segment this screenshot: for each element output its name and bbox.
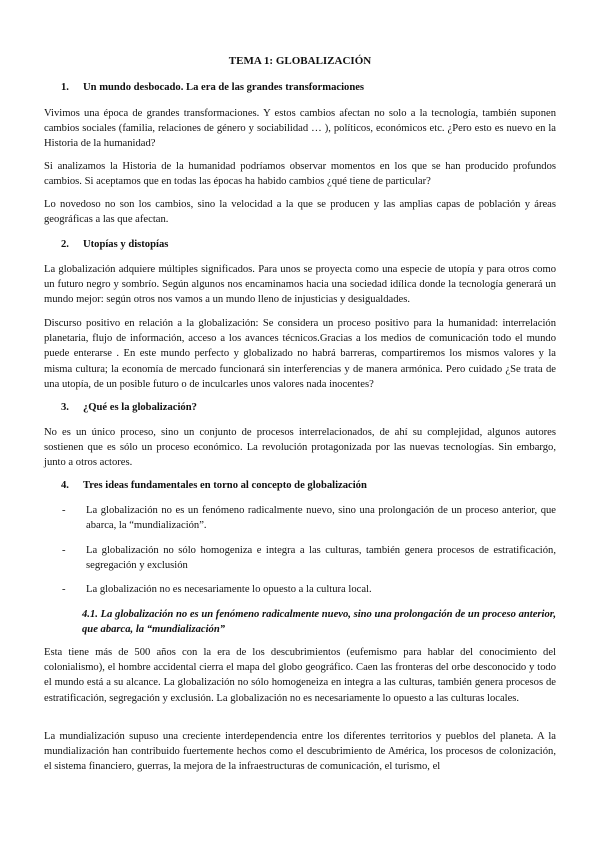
section-heading-text: ¿Qué es la globalización? (83, 402, 197, 413)
list-item (62, 582, 556, 597)
section-heading-4 (61, 478, 367, 493)
paragraph: No es un único proceso, sino un conjunto de procesos interrelacionados, de ahí su complejidad, algunos autores sostienen que es sólo un proceso económico. La revolución protagonizada por las nuevas tecnologías. Sin embargo, junto a otros actores. (44, 427, 556, 469)
section-number: 2. (61, 239, 69, 250)
section-heading-text: Tres ideas fundamentales en torno al concepto de globalización (83, 480, 367, 491)
paragraph: Vivimos una época de grandes transformaciones. Y estos cambios afectan no solo a la tecnología, también suponen cambios sociales (familia, relaciones de género y sociabilidad … ), políticos, económicos etc. ¿Pero esto es nuevo en la Historia de la humanidad? (44, 108, 556, 150)
list-item (62, 503, 556, 533)
section-number: 1. (61, 82, 69, 93)
paragraph: Esta tiene más de 500 años con la era de los descubrimientos (eufemismo para hablar del conocimiento del colonialismo), el hombre accidental cierra el mapa del globo geográfico. Caen las fronteras del orbe desconocido y todo el mundo está a su alcance. La globalización no sólo homogeneiza en integra a las culturas, también genera procesos de estratificación, segregación y exclusión. La globalización no es necesariamente lo opuesto a las culturas locales. (44, 647, 556, 704)
subsection-heading: 4.1. La globalización no es un fenómeno radicalmente nuevo, sino una prolongación de un proceso anterior, que abarca, la “mundialización” (82, 609, 556, 636)
list-dash: - (62, 584, 66, 595)
section-heading-2 (61, 237, 168, 252)
section-number: 3. (61, 402, 69, 413)
list-item-text: La globalización no sólo homogeniza e integra a las culturas, también genera procesos de estratificación, segregación y exclusión (86, 545, 556, 572)
paragraph: La mundialización supuso una creciente interdependencia entre los diferentes territorios y pueblos del planeta. A la mundialización han contribuido fuertemente hechos como el descubrimiento de América, los procesos de colonización, el sistema financiero, guerras, la mejora de la infraestructuras de comunicación, el turismo, el (44, 731, 556, 773)
list-dash: - (62, 505, 66, 516)
paragraph: La globalización adquiere múltiples significados. Para unos se proyecta como una especie de utopía y para otros como un futuro negro y sombrío. Según algunos nos encaminamos hacia una sociedad idílica donde la tecnología generará un mundo mejor: según otros nos vamos a un mundo lleno de injusticias y desigualdades. (44, 264, 556, 306)
list-item (62, 543, 556, 573)
paragraph: Discurso positivo en relación a la globalización: Se considera un proceso positivo para la humanidad: interrelación planetaria, flujo de información, acceso a los avances técnicos.Gracias a los medios de comunicación todo el mundo puede enterarse . En este mundo perfecto y globalizado no habrá barreras, compartiremos los mismos valores y la misma cultura; la economía de mercado funcionará sin interferencias y de manera armónica. Pero cuidado ¿Se trata de una utopía, de un posible futuro o de inculcarles unos valores nada inocentes? (44, 318, 556, 390)
section-heading-text: Utopías y distopías (83, 239, 169, 250)
section-heading-text: Un mundo desbocado. La era de las grandes transformaciones (83, 82, 365, 93)
document-title: TEMA 1: GLOBALIZACIÓN (228, 55, 372, 67)
paragraph: Lo novedoso no son los cambios, sino la velocidad a la que se producen y las amplias capas de población y áreas geográficas a las que afectan. (44, 199, 556, 226)
list-item-text: La globalización no es un fenómeno radicalmente nuevo, sino una prolongación de un proceso anterior, que abarca, la “mundialización”. (86, 505, 556, 532)
section-heading-3 (61, 400, 197, 415)
list-dash: - (62, 545, 66, 556)
section-number: 4. (61, 480, 69, 491)
section-heading-1 (61, 80, 364, 95)
paragraph: Si analizamos la Historia de la humanidad podríamos observar momentos en los que se han producido profundos cambios. Si aceptamos que en todas las épocas ha habido cambios ¿qué tiene de particular? (44, 161, 556, 188)
list-item-text: La globalización no es necesariamente lo opuesto a la cultura local. (86, 584, 372, 595)
